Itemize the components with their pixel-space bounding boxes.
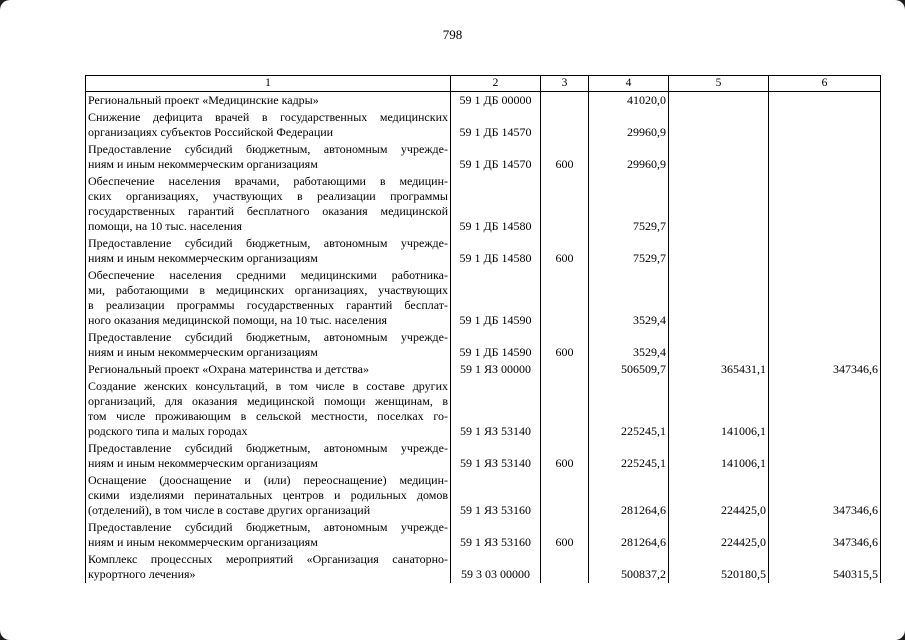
cell-amount-year3 xyxy=(769,440,881,472)
table-row xyxy=(86,141,881,173)
cell-amount-year3: 540315,5 xyxy=(769,551,881,583)
column-header-4: 4 xyxy=(589,76,669,92)
cell-expense-type: 600 xyxy=(541,440,589,472)
cell-amount-year1: 7529,7 xyxy=(589,235,669,267)
table-row xyxy=(86,440,881,472)
cell-amount-year1: 225245,1 xyxy=(589,378,669,440)
cell-expense-type xyxy=(541,173,589,235)
cell-amount-year2: 520180,5 xyxy=(669,551,769,583)
cell-amount-year3 xyxy=(769,109,881,141)
cell-code: 59 1 ЯЗ 00000 xyxy=(451,361,541,378)
cell-code: 59 1 ЯЗ 53160 xyxy=(451,519,541,551)
table-row xyxy=(86,472,881,519)
cell-name: Региональный проект «Медицинские кадры» xyxy=(86,92,451,110)
cell-amount-year1: 3529,4 xyxy=(589,267,669,329)
budget-table xyxy=(85,75,881,583)
cell-amount-year3: 347346,6 xyxy=(769,472,881,519)
table-row xyxy=(86,235,881,267)
column-header-2: 2 xyxy=(451,76,541,92)
cell-name: Предоставление субсидий бюджетным, автономным учрежде- ниям и иным некоммерческим организациям xyxy=(86,519,451,551)
cell-amount-year2 xyxy=(669,329,769,361)
cell-amount-year3 xyxy=(769,329,881,361)
table-row xyxy=(86,551,881,583)
table-row xyxy=(86,329,881,361)
cell-amount-year1: 41020,0 xyxy=(589,92,669,110)
cell-amount-year2 xyxy=(669,235,769,267)
table-row xyxy=(86,173,881,235)
cell-expense-type: 600 xyxy=(541,235,589,267)
cell-expense-type xyxy=(541,267,589,329)
cell-amount-year3 xyxy=(769,378,881,440)
table-row xyxy=(86,92,881,110)
cell-amount-year1: 281264,6 xyxy=(589,519,669,551)
cell-expense-type: 600 xyxy=(541,141,589,173)
cell-name: Предоставление субсидий бюджетным, автономным учрежде- ниям и иным некоммерческим организациям xyxy=(86,235,451,267)
table-row xyxy=(86,361,881,378)
cell-amount-year2 xyxy=(669,92,769,110)
cell-amount-year3: 347346,6 xyxy=(769,519,881,551)
cell-expense-type xyxy=(541,109,589,141)
cell-code: 59 1 ДБ 14590 xyxy=(451,329,541,361)
cell-amount-year3 xyxy=(769,173,881,235)
cell-expense-type xyxy=(541,92,589,110)
cell-amount-year2: 365431,1 xyxy=(669,361,769,378)
table-row xyxy=(86,519,881,551)
table-row xyxy=(86,378,881,440)
table-body xyxy=(86,92,881,584)
cell-name: Предоставление субсидий бюджетным, автономным учрежде- ниям и иным некоммерческим организациям xyxy=(86,141,451,173)
cell-code: 59 1 ДБ 14570 xyxy=(451,141,541,173)
cell-amount-year1: 281264,6 xyxy=(589,472,669,519)
cell-name: Предоставление субсидий бюджетным, автономным учрежде- ниям и иным некоммерческим организациям xyxy=(86,329,451,361)
page-number: 798 xyxy=(442,27,463,42)
cell-code: 59 3 03 00000 xyxy=(451,551,541,583)
cell-amount-year1: 7529,7 xyxy=(589,173,669,235)
cell-code: 59 1 ЯЗ 53140 xyxy=(451,378,541,440)
cell-expense-type xyxy=(541,551,589,583)
cell-amount-year1: 29960,9 xyxy=(589,109,669,141)
cell-amount-year2: 224425,0 xyxy=(669,472,769,519)
cell-name: Региональный проект «Охрана материнства и детства» xyxy=(86,361,451,378)
table-header xyxy=(86,76,881,92)
table-row xyxy=(86,267,881,329)
cell-code: 59 1 ДБ 14590 xyxy=(451,267,541,329)
cell-amount-year3 xyxy=(769,92,881,110)
cell-name: Обеспечение населения врачами, работающими в медицин- ских организациях, участвующих в реализации программы государственных гарантий бесплатного оказания медицинской помощи, на 10 тыс. населения xyxy=(86,173,451,235)
cell-amount-year2: 141006,1 xyxy=(669,440,769,472)
column-header-1: 1 xyxy=(86,76,451,92)
cell-expense-type xyxy=(541,472,589,519)
cell-code: 59 1 ЯЗ 53140 xyxy=(451,440,541,472)
column-header-3: 3 xyxy=(541,76,589,92)
cell-expense-type xyxy=(541,378,589,440)
cell-amount-year3 xyxy=(769,141,881,173)
cell-amount-year1: 506509,7 xyxy=(589,361,669,378)
cell-amount-year2 xyxy=(669,141,769,173)
cell-amount-year3 xyxy=(769,235,881,267)
cell-amount-year1: 500837,2 xyxy=(589,551,669,583)
cell-name: Создание женских консультаций, в том числе в составе других организаций, для оказания медицинской помощи женщинам, в том числе проживающим в сельской местности, поселках го- родского типа и малых городах xyxy=(86,378,451,440)
cell-name: Оснащение (дооснащение и (или) переоснащение) медицин- скими изделиями перинатальных центров и родильных домов (отделений), в том числе в составе других организаций xyxy=(86,472,451,519)
cell-code: 59 1 ДБ 00000 xyxy=(451,92,541,110)
cell-code: 59 1 ДБ 14580 xyxy=(451,235,541,267)
cell-amount-year3 xyxy=(769,267,881,329)
table-row xyxy=(86,109,881,141)
cell-name: Комплекс процессных мероприятий «Организация санаторно- курортного лечения» xyxy=(86,551,451,583)
cell-amount-year1: 29960,9 xyxy=(589,141,669,173)
cell-amount-year2: 141006,1 xyxy=(669,378,769,440)
cell-expense-type: 600 xyxy=(541,519,589,551)
cell-name: Обеспечение населения средними медицинскими работника- ми, работающими в медицинских организациях, участвующих в реализации программы государственных гарантий бесплат- ного оказания медицинской помощи, на 10 тыс. населения xyxy=(86,267,451,329)
cell-amount-year2 xyxy=(669,173,769,235)
cell-code: 59 1 ДБ 14570 xyxy=(451,109,541,141)
column-header-5: 5 xyxy=(669,76,769,92)
header-row xyxy=(86,76,881,92)
cell-amount-year1: 3529,4 xyxy=(589,329,669,361)
column-header-6: 6 xyxy=(769,76,881,92)
cell-code: 59 1 ЯЗ 53160 xyxy=(451,472,541,519)
cell-expense-type xyxy=(541,361,589,378)
cell-code: 59 1 ДБ 14580 xyxy=(451,173,541,235)
cell-amount-year2 xyxy=(669,267,769,329)
cell-amount-year2: 224425,0 xyxy=(669,519,769,551)
cell-amount-year2 xyxy=(669,109,769,141)
cell-amount-year1: 225245,1 xyxy=(589,440,669,472)
cell-name: Снижение дефицита врачей в государственных медицинских организациях субъектов Российской Федерации xyxy=(86,109,451,141)
cell-expense-type: 600 xyxy=(541,329,589,361)
cell-name: Предоставление субсидий бюджетным, автономным учрежде- ниям и иным некоммерческим организациям xyxy=(86,440,451,472)
cell-amount-year3: 347346,6 xyxy=(769,361,881,378)
